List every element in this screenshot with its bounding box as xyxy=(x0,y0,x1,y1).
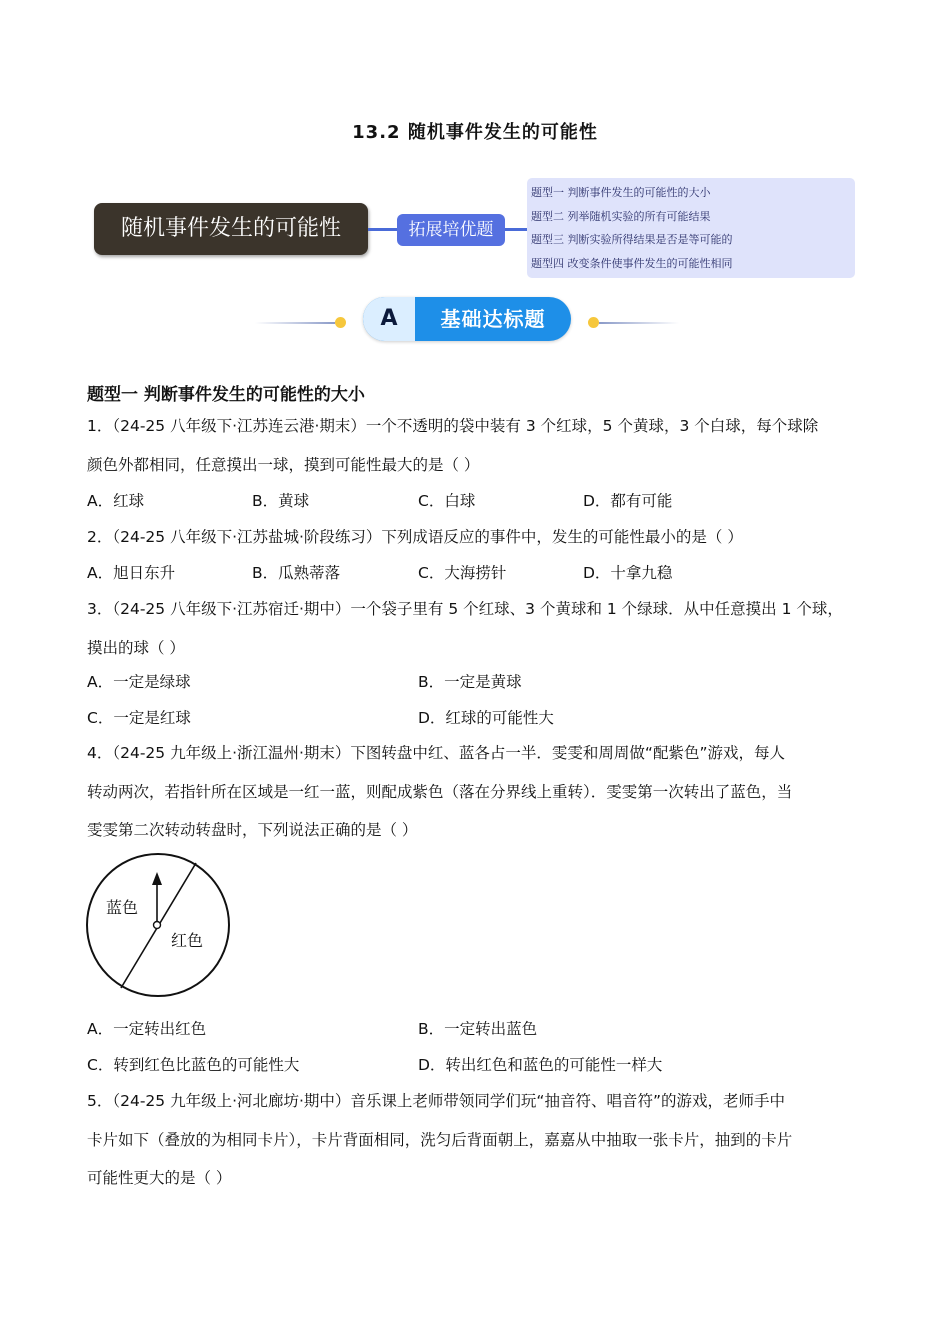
spinner-figure xyxy=(84,852,236,1004)
banner-letter: A xyxy=(363,297,415,341)
banner-line-left xyxy=(255,322,335,324)
spinner-center-pin xyxy=(154,922,161,929)
mindmap-type-item: 题型四 改变条件使事件发生的可能性相同 xyxy=(531,256,733,270)
mindmap-root-node: 随机事件发生的可能性 xyxy=(94,203,368,255)
question-4-line-2: 转动两次，若指针所在区域是一红一蓝，则配成紫色（落在分界线上重转）．雯雯第一次转出了蓝色，当 xyxy=(87,783,793,801)
mindmap-connector xyxy=(368,228,397,231)
question-1-option-d: D．都有可能 xyxy=(583,492,673,510)
mindmap-branch-node: 拓展培优题 xyxy=(397,214,505,246)
banner-label: 基础达标题 xyxy=(440,307,546,331)
mindmap-connector xyxy=(505,228,527,231)
banner-pill xyxy=(363,297,571,341)
question-1-line-2: 颜色外都相同，任意摸出一球，摸到可能性最大的是（ ） xyxy=(87,456,480,474)
question-3-option-b: B．一定是黄球 xyxy=(418,673,522,691)
spinner-red-label: 红色 xyxy=(171,931,204,950)
banner-dot-left xyxy=(335,317,346,328)
question-5-line-3: 可能性更大的是（ ） xyxy=(87,1169,232,1187)
question-3-line-2: 摸出的球（ ） xyxy=(87,639,185,657)
question-2-option-d: D．十拿九稳 xyxy=(583,564,673,582)
question-4-option-a: A．一定转出红色 xyxy=(87,1020,207,1038)
question-2-option-a: A．旭日东升 xyxy=(87,564,176,582)
spinner-blue-label: 蓝色 xyxy=(106,898,139,917)
question-2-option-b: B．瓜熟蒂落 xyxy=(252,564,341,582)
question-5-line-1: 5．（24-25 九年级上·河北廊坊·期中）音乐课上老师带领同学们玩“抽音符、唱音符”的游戏，老师手中 xyxy=(87,1092,785,1110)
question-4-option-d: D．转出红色和蓝色的可能性一样大 xyxy=(418,1056,663,1074)
question-1-option-b: B．黄球 xyxy=(252,492,310,510)
question-3-line-1: 3．（24-25 八年级下·江苏宿迁·期中）一个袋子里有 5 个红球、3 个黄球和 1 个绿球．从中任意摸出 1 个球， xyxy=(87,600,843,618)
section-title: 题型一 判断事件发生的可能性的大小 xyxy=(87,385,365,405)
question-4-line-3: 雯雯第二次转动转盘时，下列说法正确的是（ ） xyxy=(87,821,418,839)
question-4-option-b: B．一定转出蓝色 xyxy=(418,1020,538,1038)
question-4-option-c: C．转到红色比蓝色的可能性大 xyxy=(87,1056,300,1074)
banner-dot-right xyxy=(588,317,599,328)
question-3-option-d: D．红球的可能性大 xyxy=(418,709,554,727)
banner-line-right xyxy=(599,322,679,324)
question-3-option-c: C．一定是红球 xyxy=(87,709,191,727)
question-4-line-1: 4．（24-25 九年级上·浙江温州·期末）下图转盘中红、蓝各占一半．雯雯和周周做“配紫色”游戏，每人 xyxy=(87,744,785,762)
question-2-option-c: C．大海捞针 xyxy=(418,564,507,582)
mindmap-type-item: 题型一 判断事件发生的可能性的大小 xyxy=(531,186,711,199)
mindmap-type-item: 题型三 判断实验所得结果是否是等可能的 xyxy=(531,233,733,246)
question-1-option-a: A．红球 xyxy=(87,492,145,510)
question-1-option-c: C．白球 xyxy=(418,492,476,510)
question-3-option-a: A．一定是绿球 xyxy=(87,673,191,691)
page-title: 13.2 随机事件发生的可能性 xyxy=(352,122,598,143)
question-1-line-1: 1．（24-25 八年级下·江苏连云港·期末）一个不透明的袋中装有 3 个红球，5 个黄球，3 个白球，每个球除 xyxy=(87,417,819,435)
spinner-arrow-head xyxy=(152,872,162,885)
mindmap-type-item: 题型二 列举随机实验的所有可能结果 xyxy=(531,209,711,223)
question-5-line-2: 卡片如下（叠放的为相同卡片），卡片背面相同，洗匀后背面朝上，嘉嘉从中抽取一张卡片，抽到的卡片 xyxy=(87,1131,793,1149)
question-2-line-1: 2．（24-25 八年级下·江苏盐城·阶段练习）下列成语反应的事件中，发生的可能性最小的是（ ） xyxy=(87,528,743,546)
mindmap-type-list xyxy=(527,178,855,278)
